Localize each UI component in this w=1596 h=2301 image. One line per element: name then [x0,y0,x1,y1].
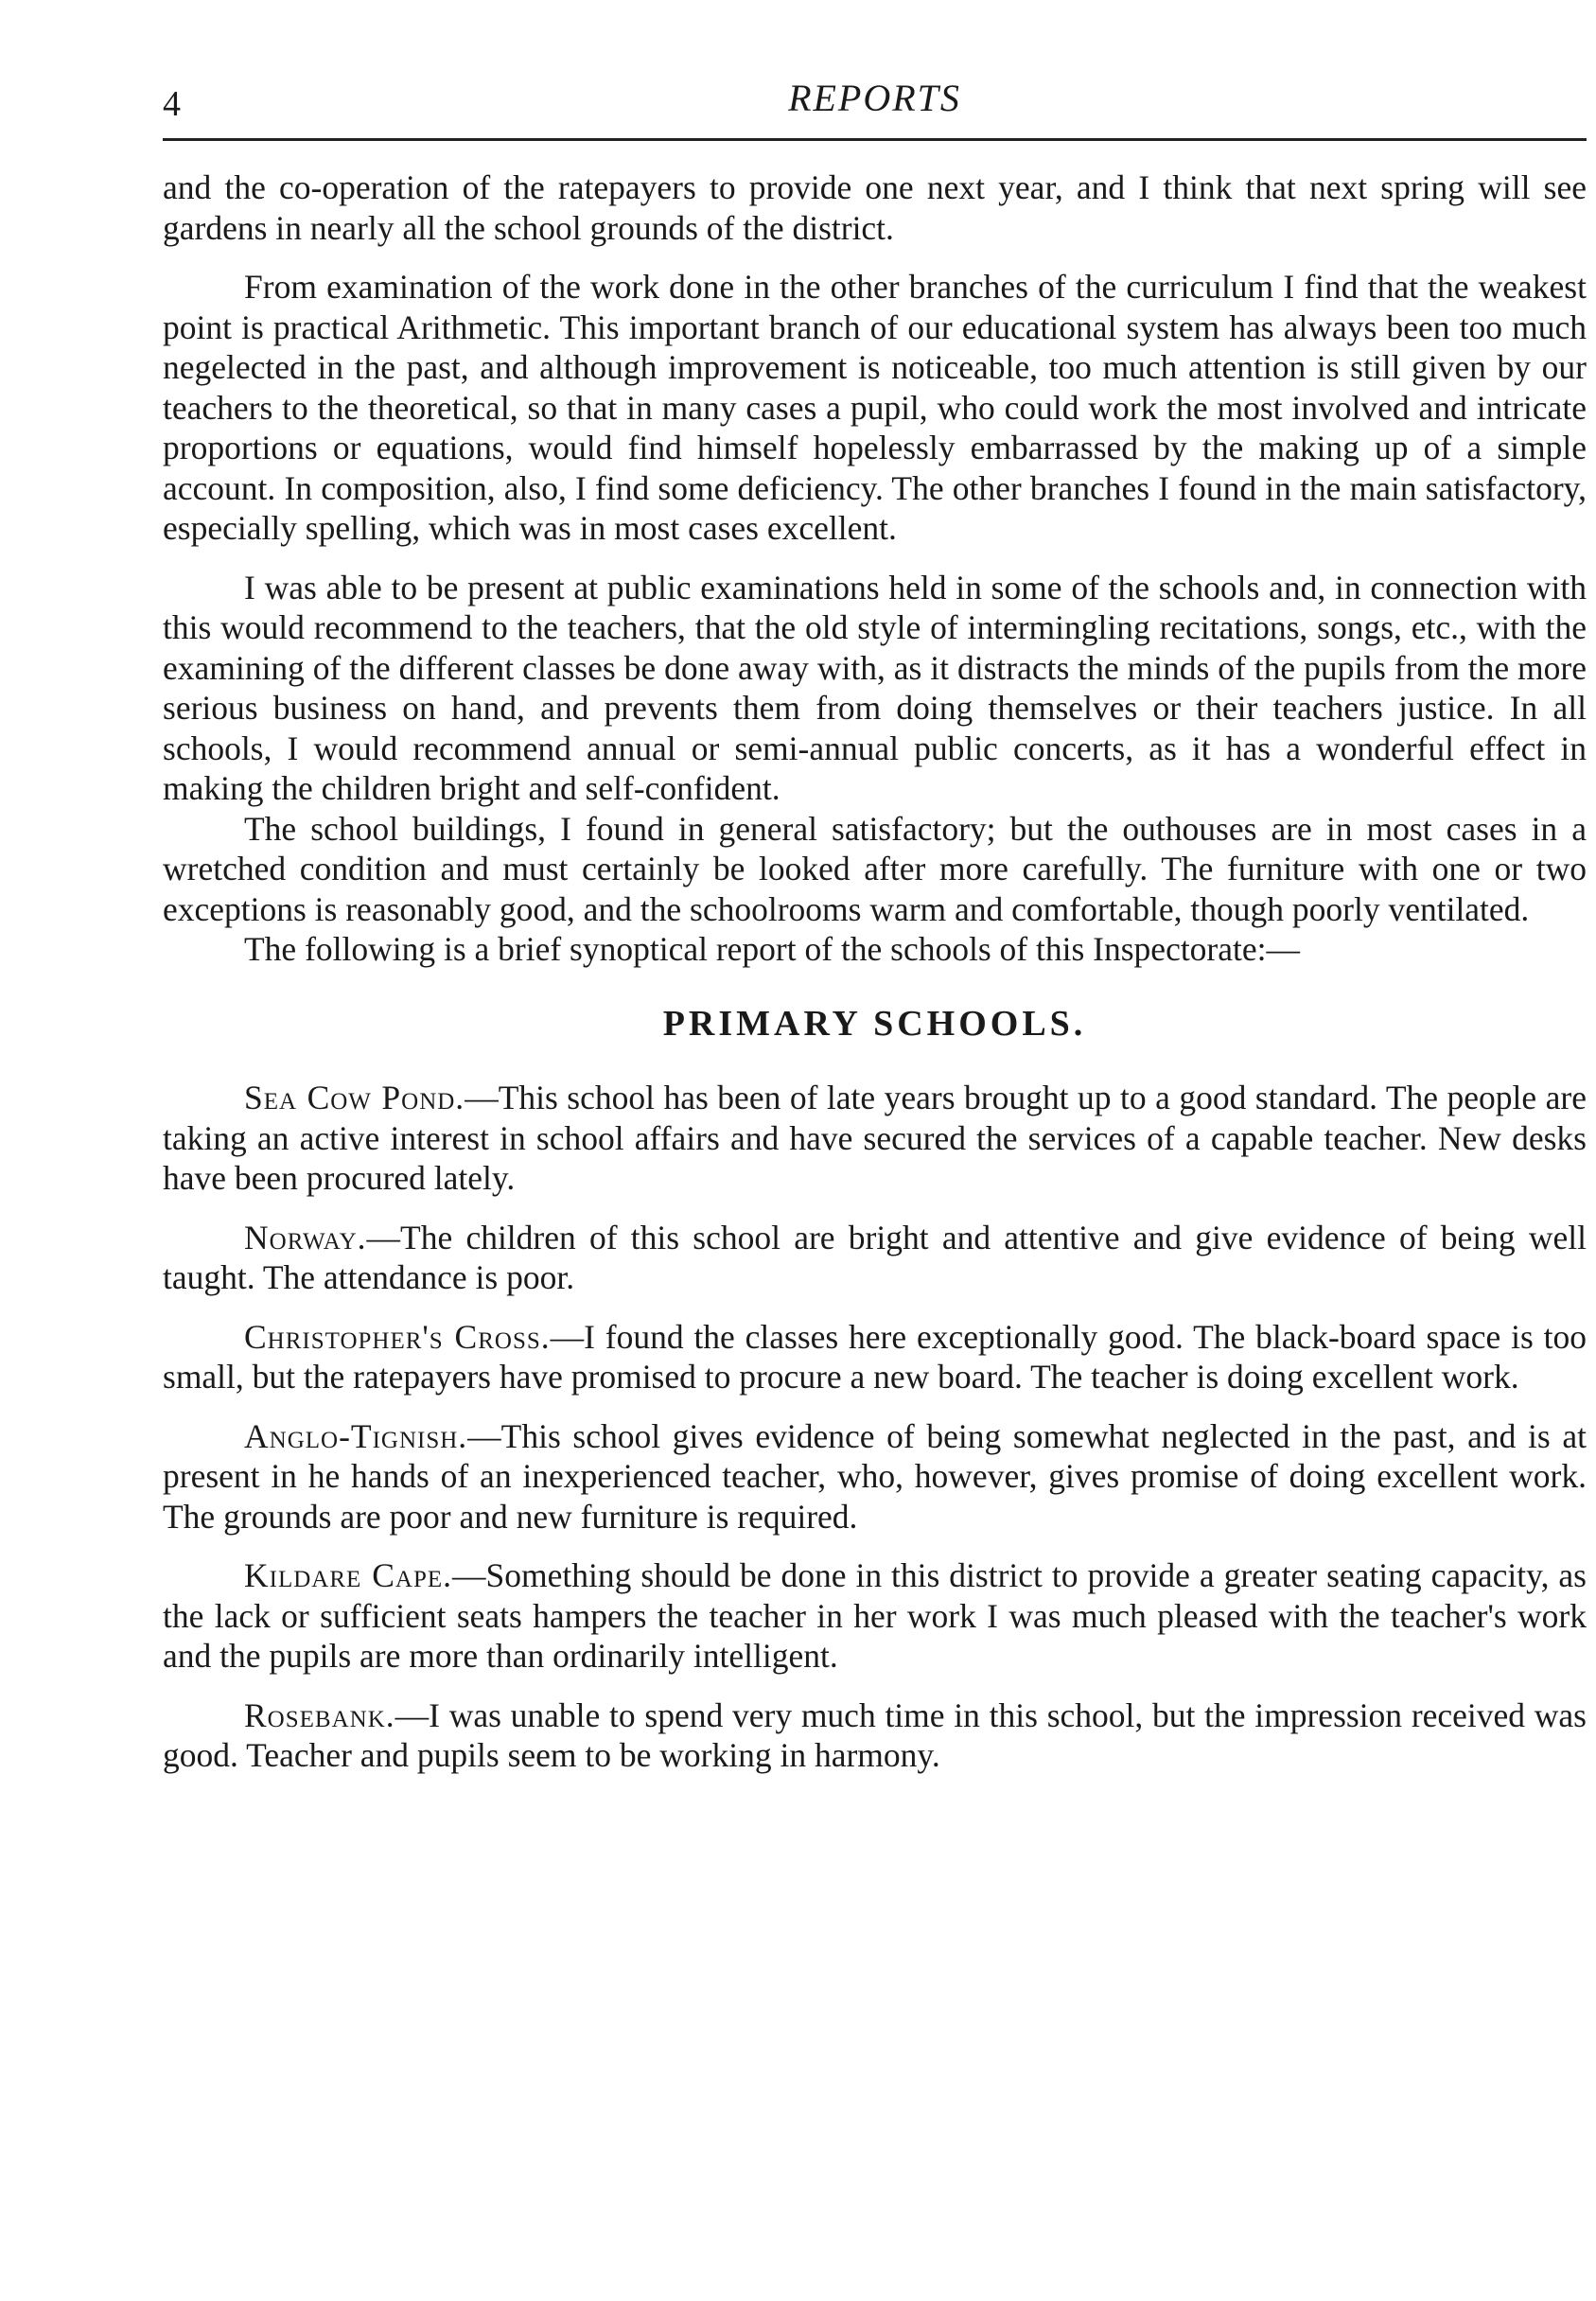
school-report: —This school has been of late years brought up to a good standard. The people are taking an active interest in school affairs and have secured the services of a capable teacher. New desks have been procured lately. [163,1079,1587,1197]
school-entry [163,1218,1587,1298]
paragraph-buildings: The school buildings, I found in general satisfactory; but the outhouses are in most cases in a wretched condition and must certainly be looked after more carefully. The furniture with one or two exceptions is reasonably good, and the schoolrooms warm and comfortable, though poorly ventilated. [163,809,1587,928]
school-entry [163,1416,1587,1537]
page-number: 4 [163,84,181,124]
document-page [163,66,1587,1795]
paragraph-synopsis-intro: The following is a brief synoptical report of the schools of this Inspectorate:— [244,930,1300,968]
paragraph-continuation: and the co-operation of the ratepayers to provide one next year, and I think that next spring will see gardens in nearly all the school grounds of the district. [163,168,1587,247]
body-text [163,167,1587,1776]
school-report: —I found the classes here exceptionally good. The black-board space is too small, but the ratepayers have promised to procure a new board. The teacher is doing excellent work. [163,1317,1587,1396]
school-report: —This school gives evidence of being somewhat neglected in the past, and is at present in he hands of an inexperienced teacher, who, however, gives promise of doing excellent work. The grounds are poor and new furniture is required. [163,1416,1587,1536]
section-heading: PRIMARY SCHOOLS. [662,1003,1087,1044]
running-header [163,66,1587,141]
school-name: Kildare Cape. [244,1556,453,1594]
school-name: Rosebank. [244,1695,395,1734]
paragraph-examinations: I was able to be present at public examinations held in some of the schools and, in connection with this would recommend to the teachers, that the old style of intermingling recitations, songs, etc., with the examining of the different classes be done away with, as it distracts the minds of the pupils from the more serious business on hand, and prevents them from doing themselves or their teachers justice. In all schools, I would recommend annual or semi-annual public concerts, as it has a wonderful effect in making the children bright and self-confident. [163,568,1587,807]
school-entry [163,1078,1587,1199]
school-entry [163,1695,1587,1776]
school-entry [163,1317,1587,1397]
paragraph-curriculum: From examination of the work done in the other branches of the curriculum I find that the weakest point is practical Arithmetic. This important branch of our educational system has always been too much negelected in the past, and although improvement is noticeable, too much attention is still given by our teachers to the theoretical, so that in many cases a pupil, who could work the most involved and intricate proportions or equations, would find himself hopelessly embarrassed by the making up of a simple account. In composition, also, I find some deficiency. The other branches I found in the main satisfactory, especially spelling, which was in most cases excellent. [163,268,1587,547]
school-report: —Something should be done in this district to provide a greater seating capacity, as the lack or sufficient seats hampers the teacher in her work I was much pleased with the teacher's work and the pupils are more than ordinarily intelligent. [163,1556,1587,1675]
school-report: —The children of this school are bright and attentive and give evidence of being well taught. The attendance is poor. [163,1218,1587,1296]
school-name: Sea Cow Pond. [244,1079,465,1116]
school-name: Christopher's Cross. [244,1317,551,1356]
school-entry [163,1555,1587,1677]
running-title: REPORTS [788,77,961,119]
school-name: Anglo-Tignish. [244,1416,468,1455]
school-report: —I was unable to spend very much time in this school, but the impression received was good. Teacher and pupils seem to be working in harmony. [163,1695,1587,1774]
school-name: Norway. [244,1218,367,1256]
